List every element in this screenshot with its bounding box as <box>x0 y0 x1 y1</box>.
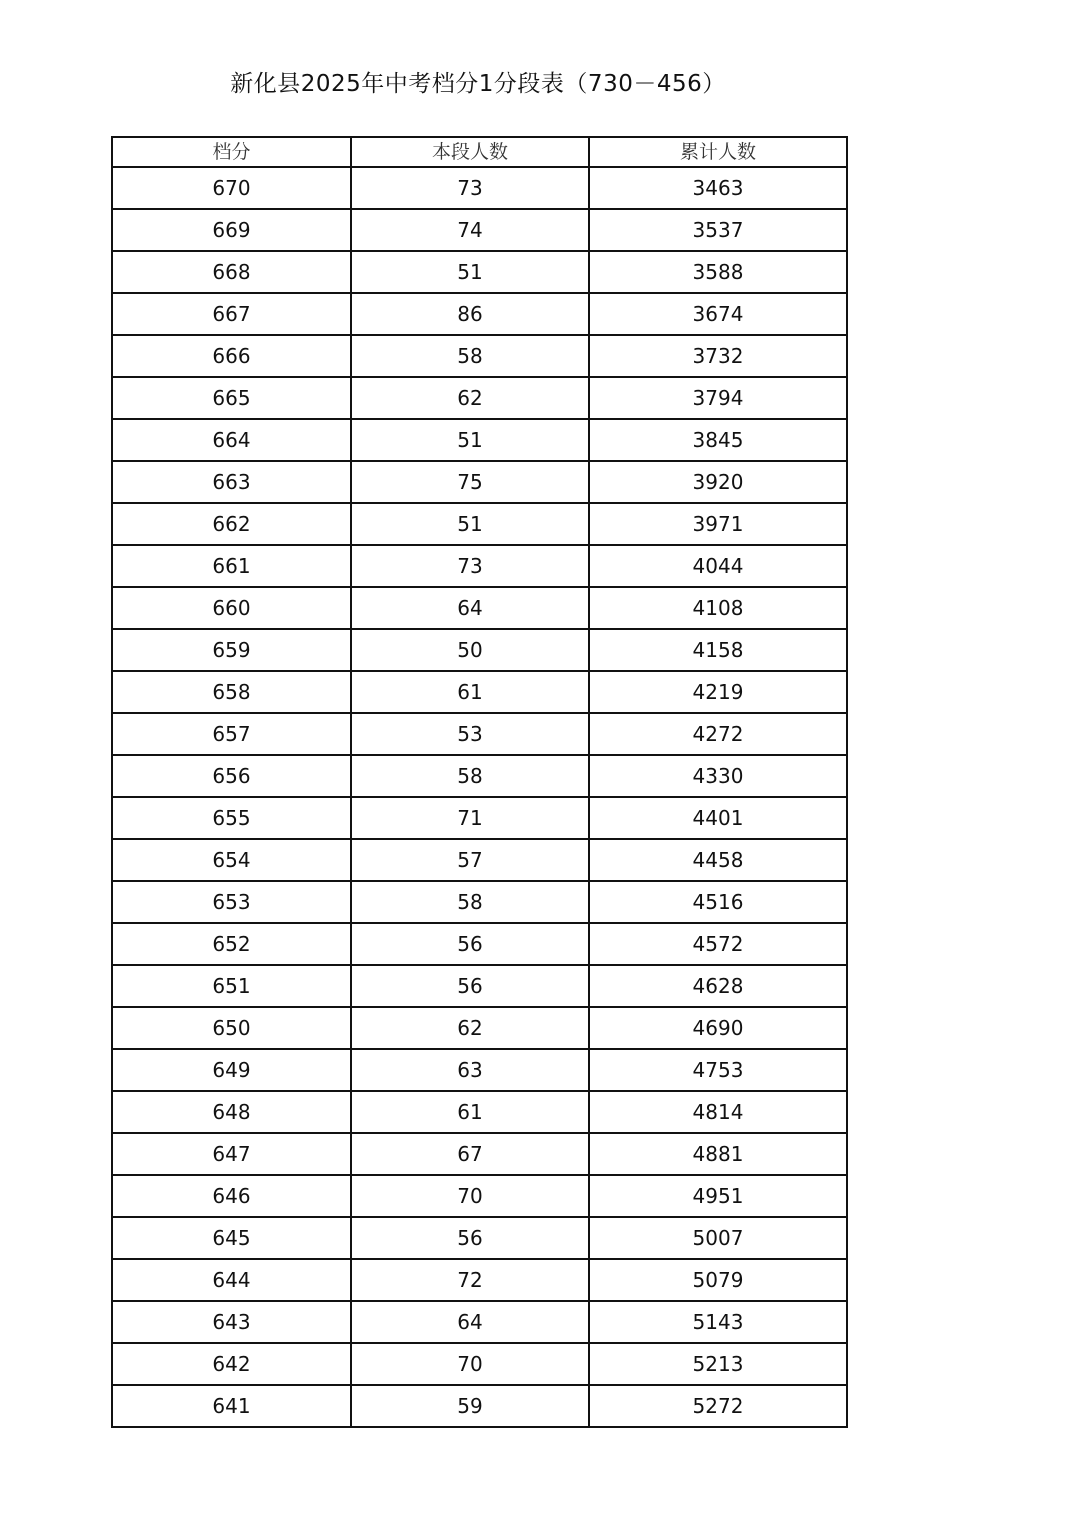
table-row <box>112 923 847 965</box>
cell-segment-count: 58 <box>351 335 589 377</box>
cell-segment-count: 59 <box>351 1385 589 1427</box>
cell-cumulative-count: 4753 <box>589 1049 847 1091</box>
cell-cumulative-count: 4044 <box>589 545 847 587</box>
cell-cumulative-count: 4158 <box>589 629 847 671</box>
cell-cumulative-count: 4330 <box>589 755 847 797</box>
cell-score: 642 <box>112 1343 351 1385</box>
cell-segment-count: 51 <box>351 419 589 461</box>
table-row <box>112 881 847 923</box>
cell-cumulative-count: 4108 <box>589 587 847 629</box>
cell-score: 660 <box>112 587 351 629</box>
table-row <box>112 335 847 377</box>
score-table <box>111 136 848 1428</box>
cell-segment-count: 67 <box>351 1133 589 1175</box>
cell-score: 645 <box>112 1217 351 1259</box>
cell-score: 646 <box>112 1175 351 1217</box>
cell-segment-count: 72 <box>351 1259 589 1301</box>
table-body <box>112 167 847 1427</box>
cell-cumulative-count: 4516 <box>589 881 847 923</box>
cell-score: 647 <box>112 1133 351 1175</box>
cell-score: 648 <box>112 1091 351 1133</box>
cell-cumulative-count: 4458 <box>589 839 847 881</box>
table-row <box>112 503 847 545</box>
table-row <box>112 755 847 797</box>
cell-segment-count: 56 <box>351 923 589 965</box>
cell-segment-count: 56 <box>351 1217 589 1259</box>
cell-score: 668 <box>112 251 351 293</box>
table-row <box>112 713 847 755</box>
cell-cumulative-count: 4272 <box>589 713 847 755</box>
table-row <box>112 419 847 461</box>
cell-score: 641 <box>112 1385 351 1427</box>
cell-score: 662 <box>112 503 351 545</box>
header-segment-count: 本段人数 <box>351 137 589 167</box>
table-row <box>112 293 847 335</box>
table-row <box>112 1007 847 1049</box>
cell-cumulative-count: 3588 <box>589 251 847 293</box>
table-row <box>112 167 847 209</box>
cell-score: 658 <box>112 671 351 713</box>
cell-cumulative-count: 4401 <box>589 797 847 839</box>
table-row <box>112 545 847 587</box>
table-row <box>112 1091 847 1133</box>
cell-score: 664 <box>112 419 351 461</box>
cell-cumulative-count: 4690 <box>589 1007 847 1049</box>
cell-segment-count: 64 <box>351 587 589 629</box>
table-row <box>112 839 847 881</box>
cell-score: 669 <box>112 209 351 251</box>
cell-segment-count: 53 <box>351 713 589 755</box>
table-row <box>112 1049 847 1091</box>
cell-score: 657 <box>112 713 351 755</box>
table-row <box>112 1259 847 1301</box>
header-score: 档分 <box>112 137 351 167</box>
cell-cumulative-count: 5272 <box>589 1385 847 1427</box>
cell-cumulative-count: 4951 <box>589 1175 847 1217</box>
cell-cumulative-count: 3537 <box>589 209 847 251</box>
cell-cumulative-count: 3845 <box>589 419 847 461</box>
cell-cumulative-count: 5213 <box>589 1343 847 1385</box>
header-cumulative-count: 累计人数 <box>589 137 847 167</box>
table-row <box>112 1343 847 1385</box>
cell-cumulative-count: 4881 <box>589 1133 847 1175</box>
cell-score: 659 <box>112 629 351 671</box>
cell-cumulative-count: 3463 <box>589 167 847 209</box>
table-header-row <box>112 137 847 167</box>
cell-score: 656 <box>112 755 351 797</box>
cell-score: 655 <box>112 797 351 839</box>
table-row <box>112 461 847 503</box>
cell-segment-count: 75 <box>351 461 589 503</box>
cell-cumulative-count: 4628 <box>589 965 847 1007</box>
cell-score: 651 <box>112 965 351 1007</box>
cell-score: 661 <box>112 545 351 587</box>
cell-segment-count: 73 <box>351 167 589 209</box>
cell-cumulative-count: 3674 <box>589 293 847 335</box>
cell-segment-count: 71 <box>351 797 589 839</box>
table-row <box>112 587 847 629</box>
cell-score: 667 <box>112 293 351 335</box>
cell-cumulative-count: 5007 <box>589 1217 847 1259</box>
cell-segment-count: 70 <box>351 1343 589 1385</box>
cell-score: 665 <box>112 377 351 419</box>
cell-cumulative-count: 3794 <box>589 377 847 419</box>
cell-cumulative-count: 4572 <box>589 923 847 965</box>
table-row <box>112 251 847 293</box>
cell-cumulative-count: 3920 <box>589 461 847 503</box>
cell-cumulative-count: 3971 <box>589 503 847 545</box>
cell-score: 666 <box>112 335 351 377</box>
cell-cumulative-count: 5079 <box>589 1259 847 1301</box>
cell-score: 663 <box>112 461 351 503</box>
cell-score: 650 <box>112 1007 351 1049</box>
table-row <box>112 377 847 419</box>
cell-segment-count: 58 <box>351 755 589 797</box>
cell-segment-count: 51 <box>351 251 589 293</box>
cell-segment-count: 61 <box>351 1091 589 1133</box>
table-row <box>112 1385 847 1427</box>
cell-segment-count: 61 <box>351 671 589 713</box>
cell-segment-count: 51 <box>351 503 589 545</box>
page-title: 新化县2025年中考档分1分段表（730－456） <box>230 71 726 97</box>
cell-cumulative-count: 4814 <box>589 1091 847 1133</box>
cell-segment-count: 63 <box>351 1049 589 1091</box>
cell-segment-count: 74 <box>351 209 589 251</box>
table-row <box>112 1133 847 1175</box>
cell-score: 653 <box>112 881 351 923</box>
cell-segment-count: 57 <box>351 839 589 881</box>
cell-score: 654 <box>112 839 351 881</box>
table-row <box>112 1301 847 1343</box>
cell-score: 652 <box>112 923 351 965</box>
cell-segment-count: 86 <box>351 293 589 335</box>
cell-segment-count: 62 <box>351 377 589 419</box>
table-row <box>112 629 847 671</box>
cell-segment-count: 58 <box>351 881 589 923</box>
table-row <box>112 209 847 251</box>
table-row <box>112 671 847 713</box>
cell-score: 643 <box>112 1301 351 1343</box>
table-row <box>112 965 847 1007</box>
table-row <box>112 797 847 839</box>
cell-score: 644 <box>112 1259 351 1301</box>
cell-cumulative-count: 5143 <box>589 1301 847 1343</box>
table-row <box>112 1217 847 1259</box>
cell-segment-count: 73 <box>351 545 589 587</box>
cell-cumulative-count: 3732 <box>589 335 847 377</box>
cell-segment-count: 64 <box>351 1301 589 1343</box>
table-row <box>112 1175 847 1217</box>
cell-segment-count: 50 <box>351 629 589 671</box>
cell-segment-count: 56 <box>351 965 589 1007</box>
cell-score: 649 <box>112 1049 351 1091</box>
cell-segment-count: 62 <box>351 1007 589 1049</box>
cell-cumulative-count: 4219 <box>589 671 847 713</box>
cell-score: 670 <box>112 167 351 209</box>
cell-segment-count: 70 <box>351 1175 589 1217</box>
